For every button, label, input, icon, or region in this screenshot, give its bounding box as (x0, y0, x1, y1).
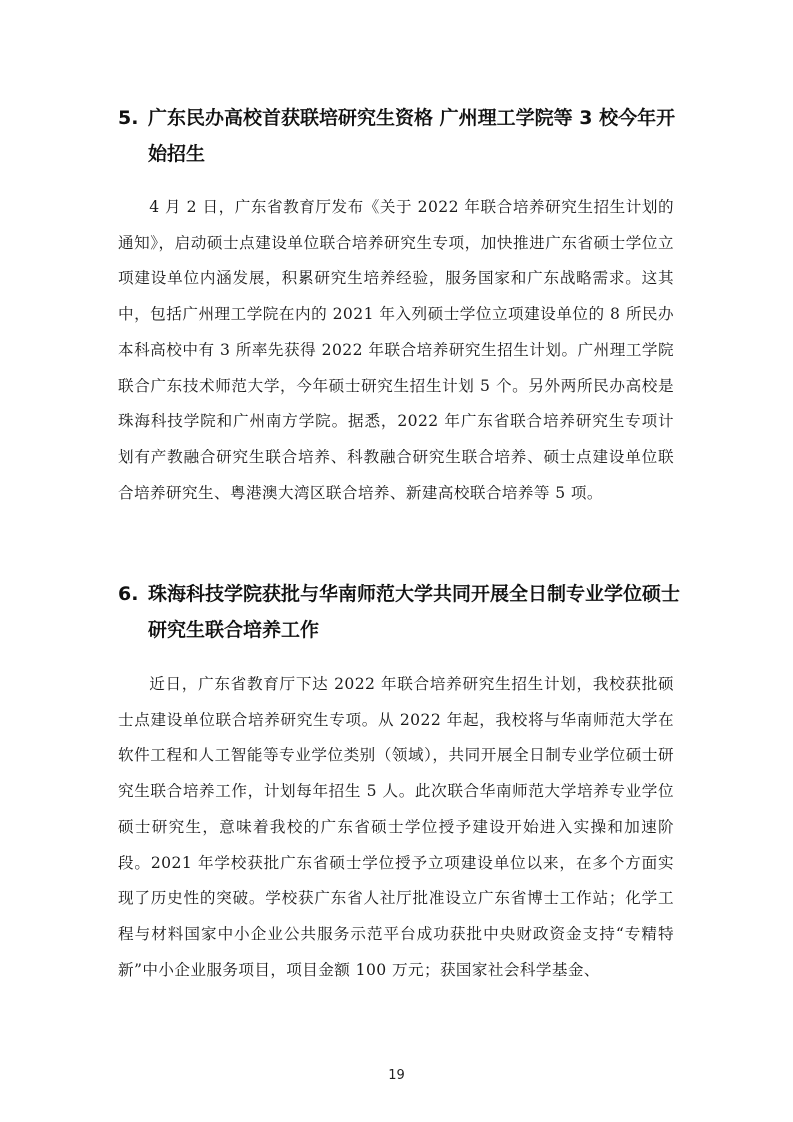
section-6-title: 珠海科技学院获批与华南师范大学共同开展全日制专业学位硕士研究生联合培养工作 (148, 583, 681, 641)
section-5-title: 广东民办高校首获联培研究生资格 广州理工学院等 3 校今年开始招生 (148, 107, 676, 165)
section-5-heading (118, 100, 688, 172)
section-5-paragraph: 4 月 2 日，广东省教育厅发布《关于 2022 年联合培养研究生招生计划的通知》，启动硕士点建设单位联合培养研究生专项，加快推进广东省硕士学位立项建设单位内涵发展，积累研究生培养经验，服务国家和广东战略需求。这其中，包括广州理工学院在内的 2021 年入列硕士学位立项建设单位的 8 所民办本科高校中有 3 所率先获得 2022 年联合培养研究生招生计划。广州理工学院联合广东技术师范大学，今年硕士研究生招生计划 5 个。另外两所民办高校是珠海科技学院和广州南方学院。据悉，2022 年广东省联合培养研究生专项计划有产教融合研究生联合培养、科教融合研究生联合培养、硕士点建设单位联合培养研究生、粤港澳大湾区联合培养、新建高校联合培养等 5 项。 (118, 198, 674, 502)
page-number: 19 (388, 1068, 405, 1083)
section-5-number: 5. (118, 107, 139, 129)
section-6-heading (118, 576, 688, 648)
section-6-number: 6. (118, 583, 139, 605)
section-6-paragraph: 近日，广东省教育厅下达 2022 年联合培养研究生招生计划，我校获批硕士点建设单位联合培养研究生专项。从 2022 年起，我校将与华南师范大学在软件工程和人工智能等专业学位类别（领域），共同开展全日制专业学位硕士研究生联合培养工作，计划每年招生 5 人。此次联合华南师范大学培养专业学位硕士研究生，意味着我校的广东省硕士学位授予建设开始进入实操和加速阶段。2021 年学校获批广东省硕士学位授予立项建设单位以来，在多个方面实现了历史性的突破。学校获广东省人社厅批准设立广东省博士工作站；化学工程与材料国家中小企业公共服务示范平台成功获批中央财政资金支持“专精特新”中小企业服务项目，项目金额 100 万元；获国家社会科学基金、 (118, 675, 674, 979)
